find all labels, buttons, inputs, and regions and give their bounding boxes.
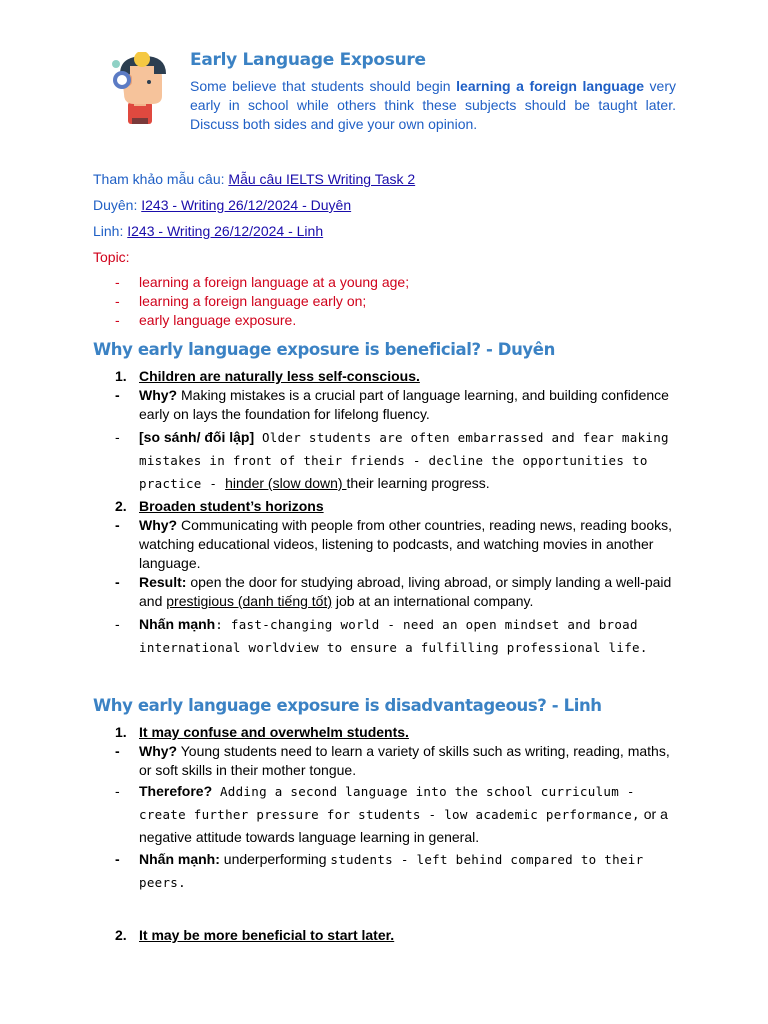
point-1-compare: - [so sánh/ đối lập] Older students are often embarrassed and fear making mistakes in front of their friends - decline the opportunities to practice - hinder (slow down) their learning progress. xyxy=(115,429,669,491)
linh-writing-link[interactable]: I243 - Writing 26/12/2024 - Linh xyxy=(127,223,324,239)
point-3-why: - Why? Young students need to learn a variety of skills such as writing, reading, maths, or soft skills in their mother tongue. xyxy=(115,743,670,778)
topic-item: - learning a foreign language early on; xyxy=(93,292,683,311)
student-avatar-icon xyxy=(108,52,172,128)
topic-list xyxy=(93,273,683,330)
point-4-heading: 2. It may be more beneficial to start later. xyxy=(115,927,395,943)
duyen-writing-link[interactable]: I243 - Writing 26/12/2024 - Duyên xyxy=(141,197,352,213)
topic-label: Topic: xyxy=(93,249,130,265)
reference-duyen: Duyên: I243 - Writing 26/12/2024 - Duyên xyxy=(93,197,352,213)
point-3-emphasis: - Nhấn mạnh: underperforming students - left behind compared to their peers. xyxy=(115,851,644,890)
document-body xyxy=(93,170,683,945)
point-2-why: - Why? Communicating with people from other countries, reading news, reading books, watching educational videos, listening to podcasts, and watching movies in another language. xyxy=(115,517,673,571)
topic-item: - early language exposure. xyxy=(93,311,683,330)
point-3-heading: 1. It may confuse and overwhelm students. xyxy=(115,724,409,740)
point-2-result: - Result: open the door for studying abroad, living abroad, or simply landing a well-paid and prestigious (danh tiếng tốt) job at an international company. xyxy=(115,574,672,609)
section-disadvantageous-title: Why early language exposure is disadvantageous? - Linh xyxy=(93,696,602,715)
point-3-therefore: - Therefore? Adding a second language into the school curriculum - create further pressure for students - low academic performance, or a negative attitude towards language learning in general. xyxy=(115,783,668,845)
essay-prompt: Some believe that students should begin learning a foreign language very early in school while others think these subjects should be taught later. Discuss both sides and give your own opinion. xyxy=(190,78,677,132)
topic-item: - learning a foreign language at a young age; xyxy=(93,273,683,292)
point-2-heading: 2. Broaden student’s horizons xyxy=(115,498,324,514)
sample-sentences-link[interactable]: Mẫu câu IELTS Writing Task 2 xyxy=(228,171,416,187)
reference-sample-sentences: Tham khảo mẫu câu: Mẫu câu IELTS Writing Task 2 xyxy=(93,171,416,187)
section-beneficial-title: Why early language exposure is beneficial? - Duyên xyxy=(93,340,555,359)
document-title: Early Language Exposure xyxy=(190,50,426,70)
point-1-why: - Why? Making mistakes is a crucial part of language learning, and building confidence early on lays the foundation for lifelong fluency. xyxy=(115,387,669,422)
reference-linh: Linh: I243 - Writing 26/12/2024 - Linh xyxy=(93,223,324,239)
point-2-emphasis: - Nhấn mạnh: fast-changing world - need an open mindset and broad international worldview to ensure a fulfilling professional life. xyxy=(115,616,648,655)
point-1-heading: 1. Children are naturally less self-conscious. xyxy=(115,368,420,384)
